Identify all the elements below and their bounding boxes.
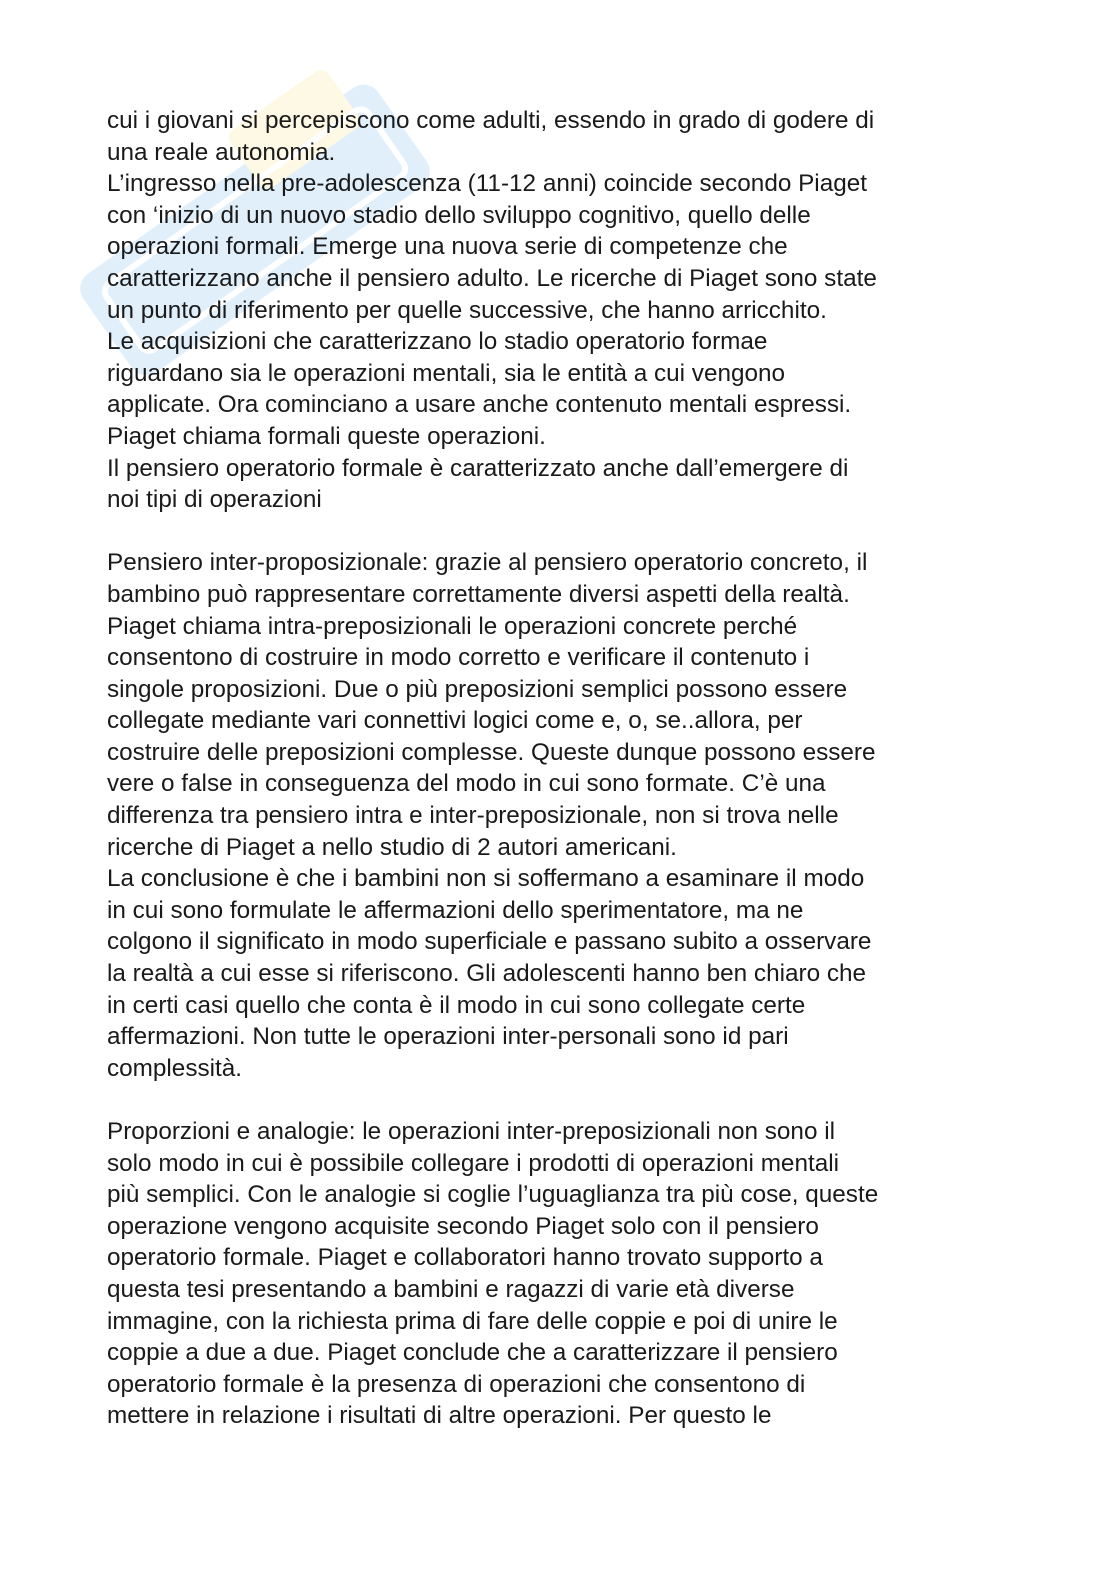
text-line: operazioni formali. Emerge una nuova serie di competenze che: [107, 233, 788, 261]
text-line: colgono il significato in modo superficiale e passano subito a osservare: [107, 928, 872, 956]
text-line: questa tesi presentando a bambini e ragazzi di varie età diverse: [107, 1275, 795, 1303]
text-line: Il pensiero operatorio formale è caratterizzato anche dall’emergere di: [107, 454, 849, 482]
text-line: operatorio formale è la presenza di operazioni che consentono di: [107, 1370, 806, 1398]
text-line: la realtà a cui esse si riferiscono. Gli adolescenti hanno ben chiaro che: [107, 960, 867, 988]
text-line: La conclusione è che i bambini non si soffermano a esaminare il modo: [107, 865, 865, 893]
text-line: Pensiero inter-proposizionale: grazie al pensiero operatorio concreto, il: [107, 549, 868, 577]
text-line: differenza tra pensiero intra e inter-preposizionale, non si trova nelle: [107, 802, 839, 830]
text-line: collegate mediante vari connettivi logici come e, o, se..allora, per: [107, 707, 803, 735]
text-line: coppie a due a due. Piaget conclude che a caratterizzare il pensiero: [107, 1339, 838, 1367]
text-line: Proporzioni e analogie: le operazioni inter-preposizionali non sono il: [107, 1118, 836, 1145]
paragraph-gap: [107, 516, 1007, 548]
document-body: [107, 105, 1007, 1432]
text-line: consentono di costruire in modo corretto e verificare il contenuto i: [107, 644, 810, 672]
text-line: riguardano sia le operazioni mentali, sia le entità a cui vengono: [107, 359, 786, 387]
text-line: noi tipi di operazioni: [107, 486, 322, 514]
text-line: più semplici. Con le analogie si coglie l’uguaglianza tra più cose, queste: [107, 1181, 879, 1209]
text-line: singole proposizioni. Due o più preposizioni semplici possono essere: [107, 675, 848, 703]
text-line: operatorio formale. Piaget e collaboratori hanno trovato supporto a: [107, 1244, 823, 1272]
text-line: cui i giovani si percepiscono come adulti, essendo in grado di godere di: [107, 107, 875, 134]
text-line: ricerche di Piaget a nello studio di 2 autori americani.: [107, 833, 677, 861]
text-line: caratterizzano anche il pensiero adulto. Le ricerche di Piaget sono state: [107, 264, 877, 292]
text-line: applicate. Ora cominciano a usare anche contenuto mentali espressi.: [107, 391, 852, 419]
text-line: un punto di riferimento per quelle successive, che hanno arricchito.: [107, 296, 827, 324]
text-line: una reale autonomia.: [107, 138, 336, 166]
paragraph-gap: [107, 1084, 1007, 1116]
text-line: Piaget chiama formali queste operazioni.: [107, 422, 546, 450]
text-line: complessità.: [107, 1054, 243, 1082]
text-line: immagine, con la richiesta prima di fare delle coppie e poi di unire le: [107, 1307, 838, 1335]
text-line: in certi casi quello che conta è il modo in cui sono collegate certe: [107, 991, 806, 1019]
text-line: affermazioni. Non tutte le operazioni inter-personali sono id pari: [107, 1023, 789, 1051]
text-line: costruire delle preposizioni complesse. Queste dunque possono essere: [107, 738, 876, 766]
text-line: solo modo in cui è possibile collegare i prodotti di operazioni mentali: [107, 1149, 840, 1177]
text-line: bambino può rappresentare correttamente diversi aspetti della realtà.: [107, 580, 850, 608]
text-line: vere o false in conseguenza del modo in cui sono formate. C’è una: [107, 770, 826, 798]
text-line: mettere in relazione i risultati di altre operazioni. Per questo le: [107, 1402, 772, 1430]
text-line: operazione vengono acquisite secondo Piaget solo con il pensiero: [107, 1212, 819, 1240]
text-line: Le acquisizioni che caratterizzano lo stadio operatorio formae: [107, 328, 768, 356]
text-line: in cui sono formulate le affermazioni dello sperimentatore, ma ne: [107, 896, 804, 924]
text-line: con ‘inizio di un nuovo stadio dello sviluppo cognitivo, quello delle: [107, 201, 811, 229]
text-line: L’ingresso nella pre-adolescenza (11-12 anni) coincide secondo Piaget: [107, 170, 867, 198]
text-line: Piaget chiama intra-preposizionali le operazioni concrete perché: [107, 612, 798, 640]
